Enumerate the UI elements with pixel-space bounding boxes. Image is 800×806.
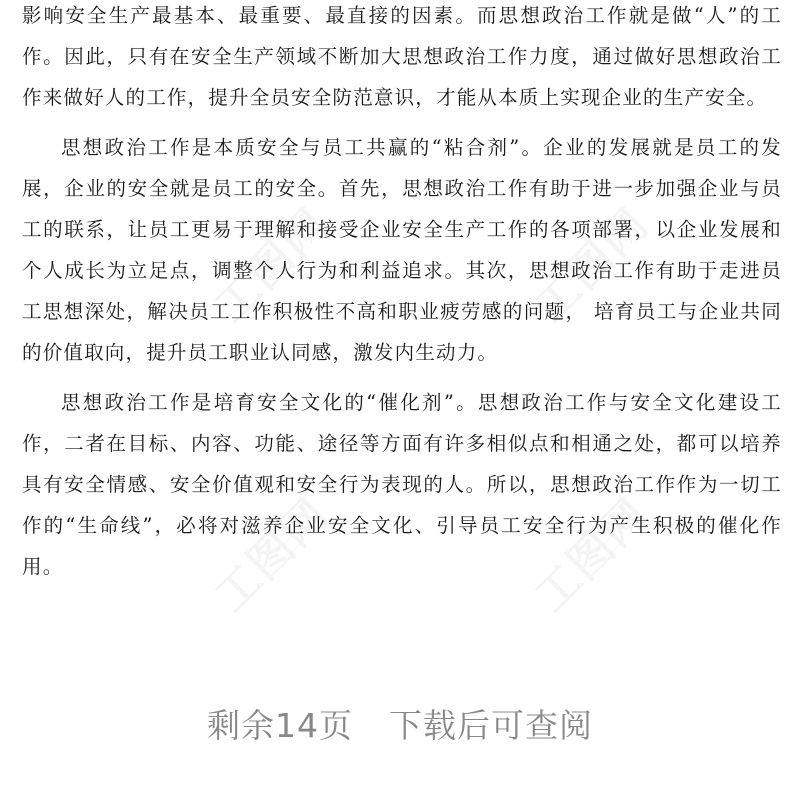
- paragraph: 思想政治工作是本质安全与员工共赢的“粘合剂”。企业的发展就是员工的发展，企业的安全就是员工的安全。首先，思想政治工作有助于进一步加强企业与员工的联系，让员工更易于理解和接受企业安全生产工作的各项部署，以企业发展和个人成长为立足点，调整个人行为和利益追求。其次，思想政治工作有助于走进员工思想深处，解决员工工作积极性不高和职业疲劳感的问题， 培育员工与企业共同的价值取向，提升员工职业认同感，激发内生动力。: [22, 136, 782, 364]
- remaining-pages-banner[interactable]: [0, 700, 800, 747]
- document-body: [22, 0, 782, 596]
- paragraph: 影响安全生产最基本、最重要、最直接的因素。而思想政治工作就是做“人”的工作。因此，只有在安全生产领域不断加大思想政治工作力度，通过做好思想政治工作来做好人的工作，提升全员安全防范意识，才能从本质上实现企业的生产安全。: [22, 4, 782, 109]
- remaining-pages-count: 剩余14页: [207, 706, 353, 745]
- paragraph: 思想政治工作是培育安全文化的“催化剂”。思想政治工作与安全文化建设工作，二者在目标、内容、功能、途径等方面有许多相似点和相通之处，都可以培养具有安全情感、安全价值观和安全行为表现的人。所以，思想政治工作作为一切工作的“生命线”，必将对滋养企业安全文化、引导员工安全行为产生积极的催化作用。: [22, 391, 782, 578]
- download-prompt[interactable]: 下载后可查阅: [389, 706, 593, 745]
